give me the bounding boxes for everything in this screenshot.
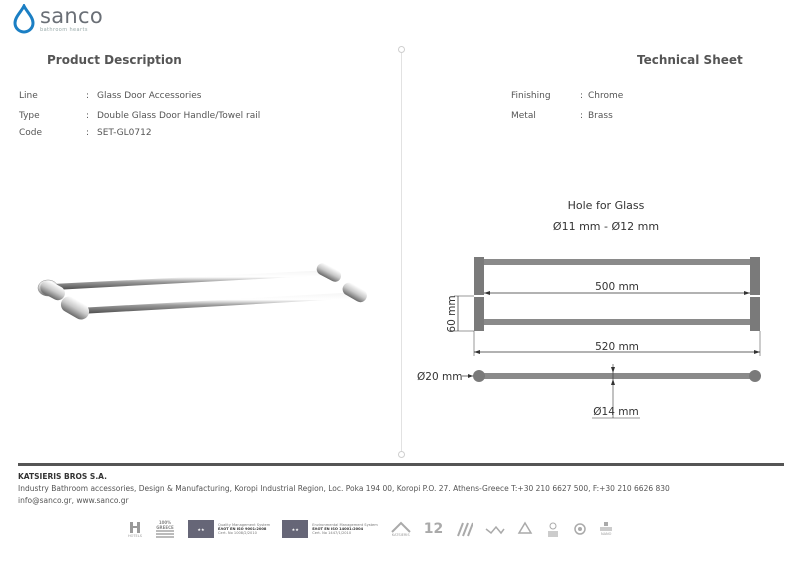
nano-icon	[599, 522, 613, 532]
footer-rule	[18, 463, 784, 466]
spec-label: Metal	[511, 111, 536, 121]
spec-value: Chrome	[588, 91, 624, 101]
katsieris-logo-icon	[390, 521, 412, 533]
technical-drawing	[410, 190, 780, 430]
drawing-end-left-bottom	[474, 297, 484, 331]
drawing-side-end-right	[749, 370, 761, 382]
recycle-icon	[517, 521, 533, 537]
sun-icon	[545, 520, 561, 538]
recycle-badge	[517, 521, 533, 537]
eu-stars-icon: ★★	[188, 520, 214, 538]
wave-icon	[485, 523, 505, 535]
hole-range: Ø11 mm - Ø12 mm	[552, 220, 660, 233]
eu-stars-icon: ★★	[282, 520, 308, 538]
vertical-divider	[401, 50, 402, 452]
dim-520-label: 520 mm	[595, 341, 639, 353]
drawing-bar-top	[484, 259, 750, 265]
sun-badge	[545, 520, 561, 538]
dim-14-label: Ø14 mm	[593, 406, 639, 418]
divider-dot-top	[398, 46, 405, 53]
spec-value: SET-GL0712	[97, 128, 152, 138]
katsieris-badge: KATSIERIS	[390, 521, 412, 537]
spec-value: Double Glass Door Handle/Towel rail	[97, 111, 261, 121]
rail-cap	[315, 262, 344, 284]
drawing-side-bar	[478, 373, 756, 379]
water-drop-icon	[12, 4, 36, 34]
greek-flag-icon	[156, 530, 174, 538]
spec-value: Glass Door Accessories	[97, 91, 202, 101]
drawing-side-end-left	[473, 370, 485, 382]
spec-label: Type	[19, 111, 40, 121]
drawing-bar-bottom	[484, 319, 750, 325]
brand-logo	[12, 4, 103, 34]
wave-badge	[485, 523, 505, 535]
greece-badge: 100% GREECE	[154, 520, 176, 538]
hole-title: Hole for Glass	[567, 199, 645, 212]
iso-9001-badge: ★★ Quality Management System ΕΛΟΤ EN ISO 9001:2008 Cert. No 1008/2/2010	[188, 520, 270, 538]
drawing-end-right-bottom	[750, 297, 760, 331]
iso-14001-badge: ★★ Environmental Management System ΕΛΟΤ EN ISO 14001:2004 Cert. No 1447/1/2010	[282, 520, 378, 538]
hotels-badge: HOTELS	[128, 520, 142, 538]
years-badge: 12	[423, 521, 444, 537]
spec-label: Code	[19, 128, 43, 138]
company-name: KATSIERIS BROS S.A.	[18, 472, 107, 481]
drawing-end-left-top	[474, 257, 484, 295]
stripes-icon	[455, 521, 473, 537]
product-description-title: Product Description	[47, 53, 182, 67]
circle-badge	[573, 522, 587, 536]
spec-value: Brass	[588, 111, 613, 121]
hotel-icon	[128, 520, 142, 534]
dim-20-label: Ø20 mm	[417, 371, 463, 383]
brand-tagline: bathroom hearts	[40, 26, 88, 33]
dim-500-label: 500 mm	[595, 281, 639, 293]
dim-60-label: 60 mm	[446, 295, 458, 333]
company-contact: info@sanco.gr, www.sanco.gr	[18, 496, 129, 505]
brand-name: sanco	[40, 3, 104, 28]
rail-bar-front	[78, 292, 362, 314]
drawing-end-right-top	[750, 257, 760, 295]
certifications-row	[128, 514, 625, 544]
rail-bar-back	[52, 270, 332, 290]
technical-sheet-title: Technical Sheet	[637, 53, 743, 67]
nano-badge: NANO	[599, 522, 613, 536]
company-info: Industry Bathroom accessories, Design & Manufacturing, Koropi Industrial Region, Loc. Poka 194 00, Koropi P.O. 27. Athens-Greece T:+30 210 6627 500, F:+30 210 6626 830	[18, 484, 670, 493]
seal-icon	[573, 522, 587, 536]
divider-dot-bottom	[398, 451, 405, 458]
stripes-badge	[455, 521, 473, 537]
spec-label: Line	[19, 91, 38, 101]
spec-label: Finishing	[511, 91, 551, 101]
rail-cap	[340, 280, 369, 304]
product-photo	[30, 262, 380, 332]
